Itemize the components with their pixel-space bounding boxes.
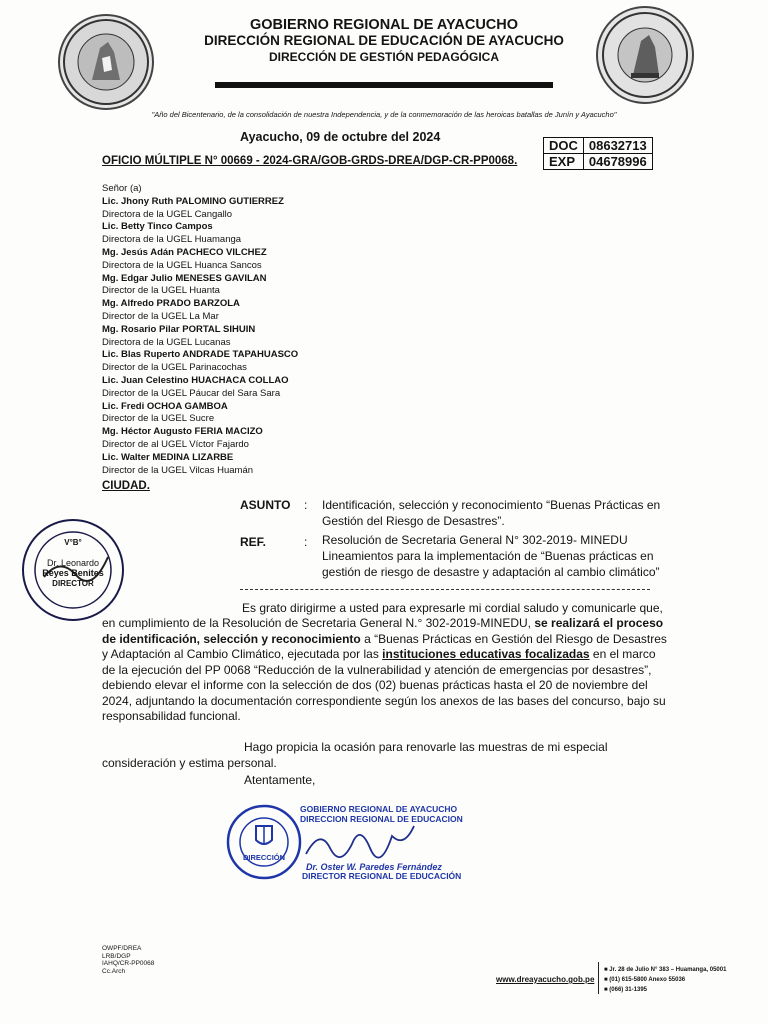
recipient-name: Mg. Rosario Pilar PORTAL SIHUIN bbox=[102, 323, 256, 335]
recipient-role: Director de la UGEL Páucar del Sara Sara bbox=[102, 387, 281, 399]
signer-name: Dr. Oster W. Paredes Fernández bbox=[306, 862, 442, 872]
initials-2: LRB/DGP bbox=[102, 952, 131, 960]
asunto-label: ASUNTO bbox=[240, 498, 291, 512]
stamp-line-2: DIRECCION REGIONAL DE EDUCACION bbox=[300, 814, 463, 824]
recipient-list bbox=[102, 183, 298, 477]
date-line: Ayacucho, 09 de octubre del 2024 bbox=[240, 130, 441, 144]
asunto-line-2: Gestión del Riesgo de Desastres”. bbox=[322, 514, 505, 528]
recipient-name: Lic. Juan Celestino HUACHACA COLLAO bbox=[102, 374, 289, 386]
recipient-name: Mg. Héctor Augusto FERIA MACIZO bbox=[102, 426, 263, 438]
official-round-stamp bbox=[226, 804, 302, 880]
location-icon: ■ bbox=[604, 967, 610, 973]
header-dgp: DIRECCIÓN DE GESTIÓN PEDAGÓGICA bbox=[268, 50, 500, 64]
vb-name-1: Dr. Leonardo bbox=[46, 558, 100, 568]
footer-address: ■ Jr. 28 de Julio N° 383 – Huamanga, 05001 bbox=[604, 967, 727, 973]
recipient-role: Directora de la UGEL Huamanga bbox=[102, 234, 242, 246]
initials-3: IAHQ/CR-PP0068 bbox=[102, 960, 155, 967]
recipient-role: Directora de la UGEL Lucanas bbox=[102, 336, 231, 348]
recipient-name: Lic. Jhony Ruth PALOMINO GUTIERREZ bbox=[102, 195, 284, 207]
body-line-8: responsabilidad funcional. bbox=[102, 709, 241, 723]
body-line-3-a: de identificación, selección y reconocimiento bbox=[102, 632, 361, 646]
vb-name-2: Reyes Benites bbox=[42, 568, 104, 578]
header-government: GOBIERNO REGIONAL DE AYACUCHO bbox=[249, 17, 519, 33]
body-line-1: Es grato dirigirme a usted para expresarle mi cordial saludo y comunicarle que, bbox=[242, 601, 663, 615]
body-line-2-b: se realizará el proceso bbox=[534, 616, 664, 630]
header-rule bbox=[215, 82, 553, 88]
recipient-role: Directora de la UGEL Huanca Sancos bbox=[102, 259, 262, 271]
header-drea: DIRECCIÓN REGIONAL DE EDUCACIÓN DE AYACUCHO bbox=[204, 33, 564, 48]
vb-mark: V°B° bbox=[64, 538, 82, 547]
dashed-separator bbox=[240, 589, 650, 590]
body-line-2-a: en cumplimiento de la Resolución de Secretaria General N.° 302-2019-MINEDU, bbox=[102, 616, 535, 630]
footer-phone-2: ■ (066) 31-1395 bbox=[604, 987, 647, 993]
phone-icon: ■ bbox=[604, 987, 610, 993]
recipient-role: Director de la UGEL Sucre bbox=[102, 413, 215, 425]
peru-shield-stamp-icon bbox=[226, 804, 302, 880]
ref-line-2: Lineamientos para la implementación de “Buenas prácticas en bbox=[322, 549, 654, 563]
footer-contact bbox=[604, 965, 726, 995]
footer-website[interactable]: www.dreayacucho.gob.pe bbox=[496, 975, 595, 984]
asunto-line-1: Identificación, selección y reconocimiento “Buenas Prácticas en bbox=[322, 498, 661, 512]
recipient-role: Director de la UGEL Parinacochas bbox=[102, 362, 247, 374]
vb-stamp bbox=[20, 517, 126, 623]
closing-salutation: Atentamente, bbox=[244, 773, 316, 787]
body-line-7: 2024, adjuntando la documentación correspondiente según los anexos de las bases del concurso, bajo su bbox=[102, 694, 666, 708]
body-line-3 bbox=[102, 632, 667, 648]
salutation: Señor (a) bbox=[102, 183, 142, 194]
recipient-role: Director de al UGEL Víctor Fajardo bbox=[102, 438, 249, 450]
asunto-colon: : bbox=[304, 498, 308, 512]
footer-phone-1: ■ (01) 615-5800 Anexo 55036 bbox=[604, 977, 686, 983]
recipient-name: Lic. Walter MEDINA LIZARBE bbox=[102, 451, 234, 463]
body-line-4 bbox=[102, 647, 656, 663]
body-line-2 bbox=[102, 616, 663, 632]
body-line-4-b: instituciones educativas focalizadas bbox=[382, 647, 590, 661]
recipient-name: Mg. Alfredo PRADO BARZOLA bbox=[102, 298, 240, 310]
body-line-4-a: y Adaptación al Cambio Climático, ejecutada por las bbox=[102, 647, 383, 661]
closing-line-1: Hago propicia la ocasión para renovarle las muestras de mi especial bbox=[244, 740, 608, 754]
initials-1: OWPF/DREA bbox=[102, 945, 142, 952]
ref-line-1: Resolución de Secretaria General N° 302-2019- MINEDU bbox=[322, 533, 628, 547]
signer-title: DIRECTOR REGIONAL DE EDUCACIÓN bbox=[302, 871, 462, 881]
body-line-3-b: a “Buenas Prácticas en Gestión del Riesgo de Desastres bbox=[360, 632, 667, 646]
recipient-role: Director de la UGEL Huanta bbox=[102, 285, 220, 297]
body-line-4-c: en el marco bbox=[589, 647, 656, 661]
ref-colon: : bbox=[304, 535, 308, 549]
body-line-6: debiendo elevar el informe con la selección de dos (02) buenas prácticas hasta el 20 de noviembre del bbox=[102, 678, 648, 692]
vb-title: DIRECTOR bbox=[52, 579, 94, 588]
doc-exp-box bbox=[543, 137, 653, 170]
body-line-5: de la ejecución del PP 0068 “Reducción de la vulnerabilidad y atención de emergencias por desastres”, bbox=[102, 663, 652, 677]
city-line: CIUDAD. bbox=[102, 480, 150, 492]
doc-value: 08632713 bbox=[583, 138, 652, 154]
recipient-name: Mg. Edgar Julio MENESES GAVILAN bbox=[102, 272, 267, 284]
recipient-role: Director de la UGEL Vilcas Huamán bbox=[102, 464, 254, 476]
oficio-number: OFICIO MÚLTIPLE N° 00669 - 2024-GRA/GOB-GRDS-DREA/DGP-CR-PP0068. bbox=[102, 155, 518, 167]
footer-initials bbox=[102, 945, 154, 975]
recipient-name: Lic. Betty Tinco Campos bbox=[102, 221, 213, 233]
recipient-name: Mg. Jesús Adán PACHECO VILCHEZ bbox=[102, 246, 267, 258]
exp-value: 04678996 bbox=[583, 154, 652, 170]
year-motto: "Año del Bicentenario, de la consolidación de nuestra Independencia, y de la conmemoración de las heroicas batallas de Junín y Ayacucho" bbox=[151, 110, 617, 119]
ref-label: REF. bbox=[240, 535, 267, 549]
exp-label: EXP bbox=[544, 154, 584, 170]
recipient-name: Lic. Blas Ruperto ANDRADE TAPAHUASCO bbox=[102, 349, 299, 361]
doc-label: DOC bbox=[544, 138, 584, 154]
recipient-name: Lic. Fredi OCHOA GAMBOA bbox=[102, 400, 228, 412]
phone-icon: ■ bbox=[604, 977, 610, 983]
recipient-role: Director de la UGEL La Mar bbox=[102, 310, 219, 322]
footer-divider bbox=[598, 962, 599, 994]
round-stamp-center: DIRECCIÓN bbox=[242, 853, 286, 862]
closing-line-2: consideración y estima personal. bbox=[102, 756, 277, 770]
recipient-role: Directora de la UGEL Cangallo bbox=[102, 208, 233, 220]
stamp-line-1: GOBIERNO REGIONAL DE AYACUCHO bbox=[300, 804, 458, 814]
ref-line-3: gestión de riesgo de desastre y adaptación al cambio climático” bbox=[322, 565, 660, 579]
handwritten-signature bbox=[300, 818, 420, 866]
initials-4: Cc.Arch bbox=[102, 967, 126, 975]
